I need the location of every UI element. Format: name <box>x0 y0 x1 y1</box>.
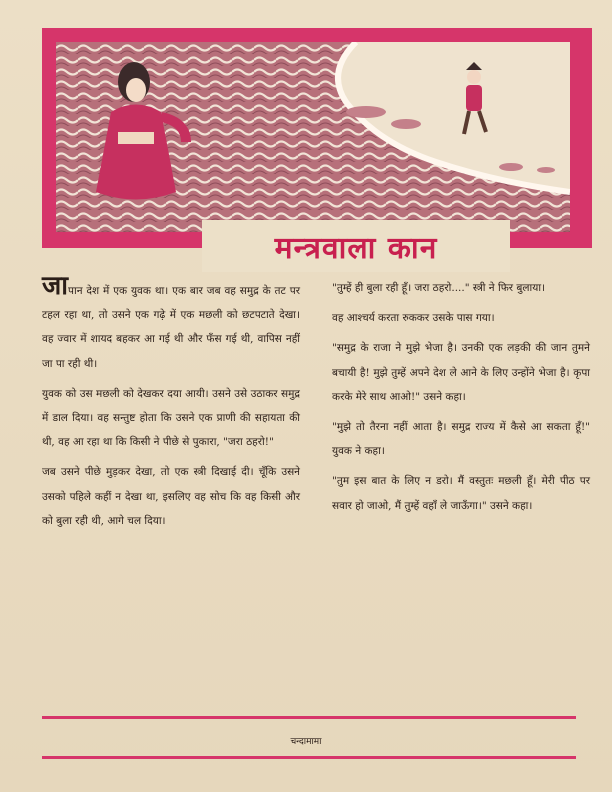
right-paragraph-5: "तुम इस बात के लिए न डरो। मैं वस्तुतः मछली हूँ। मेरी पीठ पर सवार हो जाओ, मैं तुम्हें वहाँ ले जाऊँगा।" उसने कहा। <box>332 475 590 512</box>
story-title: मन्त्रवाला कान <box>274 230 438 266</box>
right-paragraph-3: "समुद्र के राजा ने मुझे भेजा है। उनकी एक लड़की की जान तुमने बचायी है! मुझे तुम्हें अपने देश ले आने के लिए उन्होंने भेजा है। कृपा करके मेरे साथ आओ!" उसने कहा। <box>332 342 590 403</box>
left-paragraph-3: जब उसने पीछे मुड़कर देखा, तो एक स्त्री दिखाई दी। चूँकि उसने उसको पहिले कहीं न देखा था, इसलिए वह सोच कि वह किसी और को बुला रही थी, आगे चल दिया। <box>42 466 300 527</box>
footer-rule-top <box>42 716 576 719</box>
right-paragraph-1: "तुम्हें ही बुला रही हूँ। जरा ठहरो...." स्त्री ने फिर बुलाया। <box>332 282 546 294</box>
drop-cap: जा <box>42 271 69 301</box>
sea-shore-illustration <box>56 42 570 232</box>
left-paragraph-2: युवक को उस मछली को देखकर दया आयी। उसने उसे उठाकर समुद्र में डाल दिया। वह सन्तुष्ट होता कि उसने एक प्राणी की सहायता की थी, वह आ रहा था कि किसी ने पीछे से पुकारा, "जरा ठहरो!" <box>42 387 300 449</box>
right-paragraph-2: वह आश्चर्य करता रुककर उसके पास गया। <box>332 312 495 325</box>
left-column <box>42 271 300 539</box>
header-illustration-frame <box>42 28 592 266</box>
right-column <box>332 276 590 524</box>
footer-label: चन्दामामा <box>290 737 322 747</box>
left-paragraph-1: जापान देश में एक युवक था। एक बार जब वह समुद्र के तट पर टहल रहा था, तो उसने एक गढ़े में एक मछली को छटपटाते देखा। वह ज्वार में शायद बहकर आ गई थी और फँस गई थी, वापिस नहीं जा पा रही थी। <box>42 271 300 370</box>
footer-rule-bottom <box>42 756 576 759</box>
story-illustration <box>56 42 570 232</box>
title-box <box>202 220 510 272</box>
right-paragraph-4: "मुझे तो तैरना नहीं आता है। समुद्र राज्य में कैसे आ सकता हूँ!" युवक ने कहा। <box>332 421 590 458</box>
